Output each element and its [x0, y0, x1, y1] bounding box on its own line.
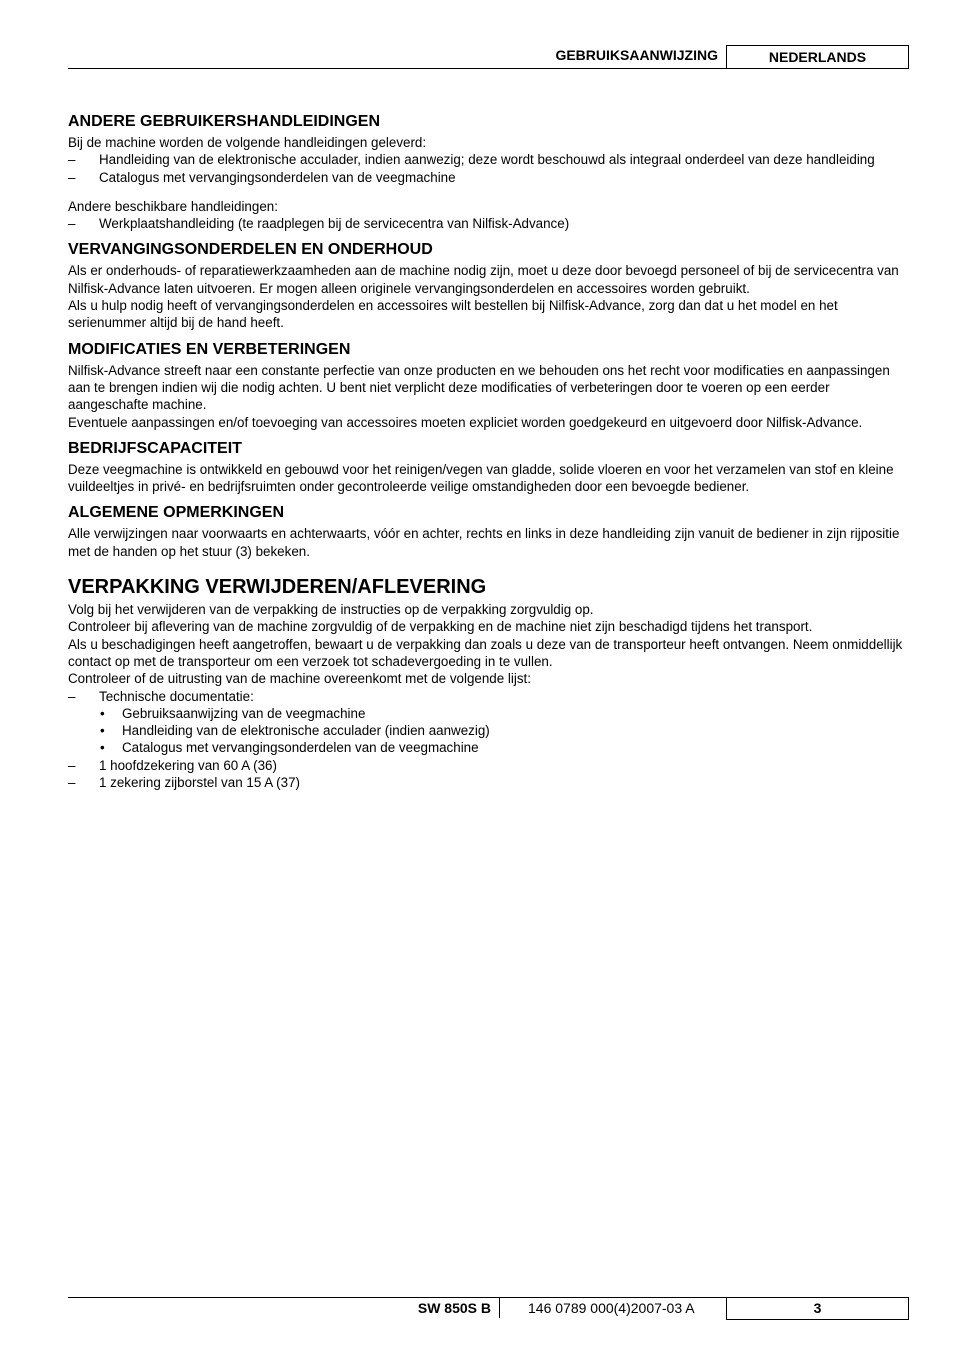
list-item: – Handleiding van de elektronische acculader, indien aanwezig; deze wordt beschouwd als integraal onderdeel van deze handleiding — [68, 152, 875, 168]
section-other-manuals — [68, 112, 910, 232]
dash-list — [68, 757, 910, 792]
footer-divider — [499, 1298, 500, 1318]
section-heading: VERVANGINGSONDERDELEN EN ONDERHOUD — [68, 241, 433, 259]
section-heading: ANDERE GEBRUIKERSHANDLEIDINGEN — [68, 113, 381, 130]
paragraph: Controleer bij aflevering van de machine zorgvuldig of de verpakking en de machine niet zijn beschadigd tijdens het transport. — [68, 619, 813, 635]
list-item: • Catalogus met vervangingsonderdelen van de veegmachine — [100, 740, 479, 756]
section-spare-parts — [68, 240, 910, 331]
footer-document-code: 146 0789 000(4)2007-03 A — [528, 1300, 695, 1316]
list-item: – Catalogus met vervangingsonderdelen van de veegmachine — [68, 169, 456, 185]
list-item: – 1 hoofdzekering van 60 A (36) — [68, 757, 277, 773]
footer-model: SW 850S B — [417, 1300, 491, 1316]
paragraph: Eventuele aanpassingen en/of toevoeging van accessoires moeten expliciet worden goedgekeurd en uitgevoerd door Nilfisk-Advance. — [68, 414, 863, 430]
paragraph: Alle verwijzingen naar voorwaarts en achterwaarts, vóór en achter, rechts en links in deze handleiding zijn vanuit de bediener in zijn rijpositie met de handen op het stuur (3) bekeken. — [68, 526, 900, 559]
page-number: 3 — [726, 1297, 909, 1320]
section-heading: BEDRIJFSCAPACITEIT — [68, 439, 242, 457]
header-language-box: NEDERLANDS — [726, 45, 909, 69]
paragraph: Als u hulp nodig heeft of vervangingsonderdelen en accessoires wilt bestellen bij Nilfisk-Advance, zorg dan dat u het model en het serienummer altijd bij de hand heeft. — [68, 298, 838, 331]
bullet-list — [68, 705, 910, 757]
dash-list — [68, 688, 910, 705]
header-document-title: GEBRUIKSAANWIJZING — [555, 47, 718, 63]
list-item: – Werkplaatshandleiding (te raadplegen bij de servicecentra van Nilfisk-Advance) — [68, 216, 570, 232]
paragraph: Deze veegmachine is ontwikkeld en gebouwd voor het reinigen/vegen van gladde, solide vloeren en voor het verzamelen van stof en kleine vuildeeltjes in privé- en bedrijfsruimten onder gecontroleerde veilige omstandigheden door een bevoegde bediener. — [68, 461, 894, 495]
list-item: – 1 zekering zijborstel van 15 A (37) — [68, 775, 300, 791]
paragraph: Als u beschadigingen heeft aangetroffen, bewaart u de verpakking dan zoals u deze van de transporteur heeft ontvangen. Neem onmiddellijk contact op met de transporteur om een verzoek tot schadevergoeding in te vullen. — [68, 636, 903, 669]
section-heading: ALGEMENE OPMERKINGEN — [68, 504, 285, 522]
section-heading: MODIFICATIES EN VERBETERINGEN — [68, 340, 351, 358]
list-item: • Handleiding van de elektronische acculader (indien aanwezig) — [100, 723, 490, 739]
section-general-remarks — [68, 503, 910, 560]
paragraph: Controleer of de uitrusting van de machine overeenkomt met de volgende lijst: — [68, 671, 531, 687]
section-modifications — [68, 340, 910, 431]
paragraph: Nilfisk-Advance streeft naar een constante perfectie van onze producten en we behouden ons het recht voor modificaties en aanpassingen aan te brengen indien wij die nodig achten. U bent niet verplicht deze modificaties of verbeteringen door te voeren op een eerder aangeschafte machine. — [68, 362, 890, 413]
list-item: – Technische documentatie: — [68, 688, 254, 704]
list-item: • Gebruiksaanwijzing van de veegmachine — [100, 705, 366, 721]
paragraph: Als er onderhouds- of reparatiewerkzaamheden aan de machine nodig zijn, moet u deze door bevoegd personeel of bij de servicecentra van Nilfisk-Advance laten uitvoeren. Er mogen alleen originele vervangingsonderdelen en accessoires worden gebruikt. — [68, 263, 899, 296]
page-content — [68, 112, 910, 791]
section-operating-capacity — [68, 439, 910, 496]
paragraph: Andere beschikbare handleidingen: — [68, 198, 278, 214]
dash-list — [68, 151, 910, 186]
section-unpacking — [68, 575, 910, 791]
paragraph: Volg bij het verwijderen van de verpakking de instructies op de verpakking zorgvuldig op. — [68, 602, 594, 618]
paragraph: Bij de machine worden de volgende handleidingen geleverd: — [68, 135, 427, 150]
dash-list — [68, 215, 910, 232]
chapter-heading: VERPAKKING VERWIJDEREN/AFLEVERING — [68, 576, 487, 599]
header-rule — [68, 68, 909, 69]
